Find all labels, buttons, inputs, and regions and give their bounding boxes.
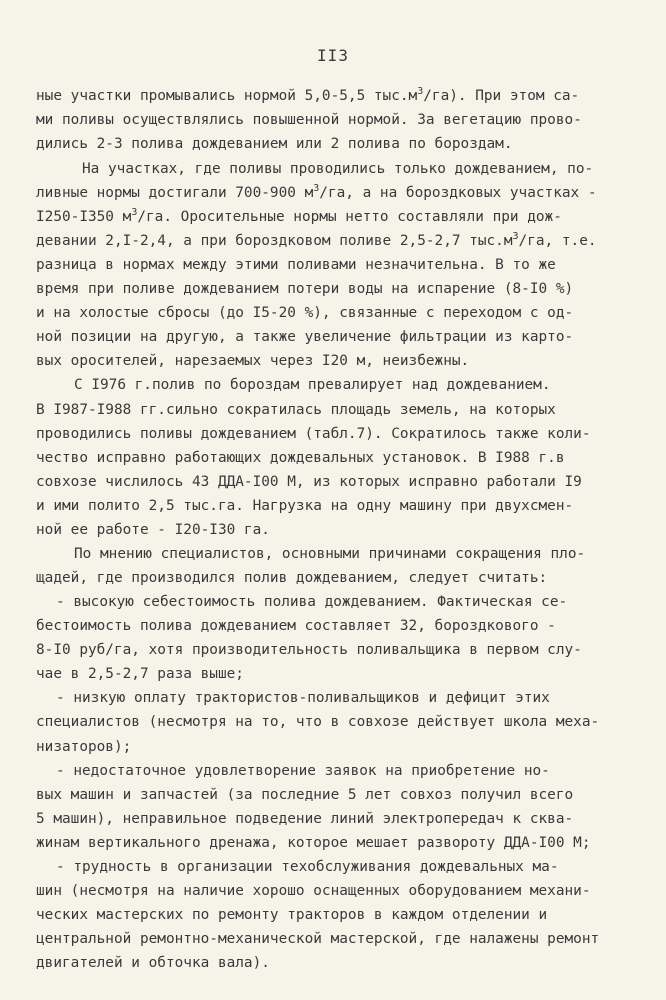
superscript: 3 — [131, 207, 138, 218]
superscript: 3 — [313, 183, 320, 194]
line-text: чество исправно работающих дождевальных установок. В I988 г.в — [36, 450, 565, 466]
text-line — [36, 328, 630, 347]
line-text: - недостаточное удовлетворение заявок на приобретение но- — [56, 763, 550, 779]
text-line — [36, 906, 630, 925]
text-line — [36, 184, 630, 203]
line-text: девании 2,I-2,4, а при бороздковом поливе 2,5-2,7 тыс.м — [36, 233, 513, 249]
line-text: бестоимость полива дождеванием составляет 32, бороздкового - — [36, 618, 556, 634]
line-text: В I987-I988 гг.сильно сократилась площадь земель, на которых — [36, 402, 556, 418]
text-line — [36, 473, 630, 492]
superscript: 3 — [512, 231, 519, 242]
line-text: совхозе числилось 43 ДДА-I00 М, из которых исправно работали I9 — [36, 474, 582, 490]
line-text: вых оросителей, нарезаемых через I20 м, неизбежны. — [36, 353, 470, 369]
line-text: - трудность в организации техобслуживания дождевальных ма- — [56, 859, 559, 875]
line-text: I250-I350 м — [36, 209, 132, 225]
text-line — [36, 713, 630, 732]
line-text: ной ее работе - I20-I30 га. — [36, 522, 270, 538]
text-line — [82, 160, 630, 179]
text-line — [36, 617, 630, 636]
line-text: центральной ремонтно-механической мастерской, где налажены ремонт — [36, 931, 600, 947]
line-text: и на холостые сбросы (до I5-20 %), связанные с переходом с од- — [36, 305, 574, 321]
text-line — [36, 930, 630, 949]
line-text: ной позиции на другую, а также увеличение фильтрации из карто- — [36, 329, 574, 345]
text-line — [36, 786, 630, 805]
line-text: На участках, где поливы проводились только дождеванием, по- — [82, 161, 594, 177]
text-line — [56, 593, 630, 612]
text-line — [36, 665, 630, 684]
text-line — [36, 810, 630, 829]
line-text: 5 машин), неправильное подведение линий электропередач к сква- — [36, 811, 574, 827]
text-line — [74, 376, 630, 395]
text-line — [36, 87, 630, 106]
text-line — [36, 304, 630, 323]
line-text: проводились поливы дождеванием (табл.7). Сократилось также коли- — [36, 426, 591, 442]
line-text: и ими полито 2,5 тыс.га. Нагрузка на одну машину при двухсмен- — [36, 498, 574, 514]
line-text-continued: /га. Оросительные нормы нетто составляли при дож- — [137, 209, 562, 225]
text-line — [36, 449, 630, 468]
line-text-continued: /га, а на бороздковых участках - — [319, 185, 597, 201]
text-line — [36, 208, 630, 227]
text-line — [36, 280, 630, 299]
text-line — [74, 545, 630, 564]
line-text: щадей, где производился полив дождеванием, следует считать: — [36, 570, 548, 586]
line-text: ческих мастерских по ремонту тракторов в каждом отделении и — [36, 907, 548, 923]
line-text: ми поливы осуществлялись повышенной нормой. За вегетацию прово- — [36, 112, 582, 128]
text-line — [36, 882, 630, 901]
line-text-continued: /га, т.е. — [518, 233, 597, 249]
line-text: 8-I0 руб/га, хотя производительность поливальщика в первом слу- — [36, 642, 582, 658]
text-line — [36, 111, 630, 130]
superscript: 3 — [417, 86, 424, 97]
line-text: жинам вертикального дренажа, которое мешает развороту ДДА-I00 М; — [36, 835, 591, 851]
line-text: шин (несмотря на наличие хорошо оснащенных оборудованием механи- — [36, 883, 591, 899]
line-text: разница в нормах между этими поливами незначительна. В то же — [36, 257, 556, 273]
text-line — [36, 497, 630, 516]
line-text: ные участки промывались нормой 5,0-5,5 тыс.м — [36, 88, 418, 104]
line-text: ливные нормы достигали 700-900 м — [36, 185, 314, 201]
text-line — [36, 232, 630, 251]
text-line — [36, 834, 630, 853]
line-text: С I976 г.полив по бороздам превалирует над дождеванием. — [74, 377, 551, 393]
text-line — [36, 641, 630, 660]
line-text: дились 2-3 полива дождеванием или 2 полива по бороздам. — [36, 136, 513, 152]
text-line — [36, 738, 630, 757]
text-line — [56, 689, 630, 708]
line-text: низаторов); — [36, 739, 132, 755]
line-text: - высокую себестоимость полива дождеванием. Фактическая се- — [56, 594, 568, 610]
page-number: II3 — [317, 46, 349, 65]
line-text: вых машин и запчастей (за последние 5 лет совхоз получил всего — [36, 787, 574, 803]
text-line — [36, 256, 630, 275]
line-text-continued: /га). При этом са- — [423, 88, 580, 104]
line-text: двигателей и обточка вала). — [36, 955, 270, 971]
text-line — [36, 135, 630, 154]
line-text: чае в 2,5-2,7 раза выше; — [36, 666, 244, 682]
text-line — [36, 569, 630, 588]
text-line — [36, 401, 630, 420]
text-line — [36, 425, 630, 444]
line-text: - низкую оплату трактористов-поливальщиков и дефицит этих — [56, 690, 550, 706]
text-line — [56, 762, 630, 781]
text-line — [36, 954, 630, 973]
text-line — [36, 352, 630, 371]
line-text: специалистов (несмотря на то, что в совхозе действует школа меха- — [36, 714, 600, 730]
line-text: По мнению специалистов, основными причинами сокращения пло- — [74, 546, 586, 562]
line-text: время при поливе дождеванием потери воды на испарение (8-I0 %) — [36, 281, 574, 297]
text-line — [36, 521, 630, 540]
text-line — [56, 858, 630, 877]
